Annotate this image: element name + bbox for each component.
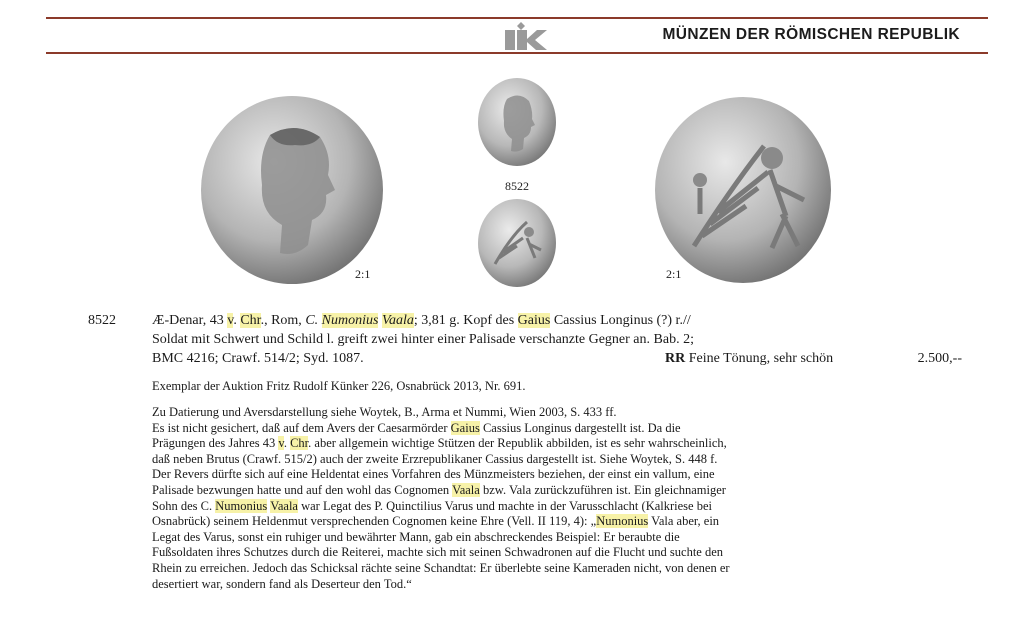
text-run: . [283,436,291,451]
condition-text: Feine Tönung, sehr schön [688,351,834,366]
highlight-term: Chr [240,313,261,328]
highlight-term: Vaala [452,482,480,497]
reverse-scale-label: 2:1 [666,267,682,281]
highlight-term: Numonius [596,514,649,529]
lot-description-line-2: Soldat mit Schwert und Schild l. greift zwei hinter einer Palisade verschanzte Gegner an. Bab. 2; [152,332,694,347]
notes-line [152,499,876,515]
highlight-term: Numonius [321,313,379,328]
notes-line: Legat des Varus, sonst ein ruhiger und bewährter Mann, gab ein abschreckendes Beispiel: Er beraubte die [152,529,680,544]
highlight-term: v [227,313,234,328]
notes-line: Zu Datierung und Aversdarstellung siehe Woytek, B., Arma et Nummi, Wien 2003, S. 433 ff. [152,405,617,419]
text-run: Vala aber, ein [648,514,720,529]
text-run: Cassius Longinus (?) r.// [550,313,691,328]
notes-line: Fußsoldaten ihres Schutzes durch die Reiterei, machte sich mit seinen Schwadronen auf die Flucht und suchte den [152,545,724,560]
lot-grade [665,351,833,367]
lot-notes [152,405,876,592]
reverse-small-image [477,198,557,288]
highlight-term: v [278,436,284,451]
notes-line: Der Revers dürfte sich auf eine Heldentat eines Vorfahren des Münzmeisters beziehen, der einst ein vallum, eine [152,467,715,482]
notes-line: Rhein zu erreichen. Jedoch das Schicksal rächte seine Schandtat: Er überlebte seine Kameraden nicht, von denen er [152,560,730,575]
text-run: . aber allgemein wichtige Stützen der Republik abbilden, ist es sehr wahrscheinlich, [308,436,727,451]
highlight-term: Vaala [270,498,298,513]
obverse-small-image [477,77,557,167]
kuenker-logo-icon [503,21,549,51]
notes-line [152,514,876,530]
text-run: . [233,313,241,328]
text-run: war Legat des P. Quinctilius Varus und machte in der Varusschlacht (Kalkriese bei [297,498,712,513]
text-run: bzw. Vala zurückzuführen ist. Ein gleichnamiger [479,482,726,497]
header-bottom-rule [46,52,988,54]
notes-line [152,483,876,499]
lot-description-line-1 [152,313,691,329]
reverse-large-image [654,96,832,284]
highlight-term: Chr [290,436,309,451]
moneyer-praenomen: C. [305,313,319,328]
text-run: Sohn des C. [152,498,216,513]
text-run: Es ist nicht gesichert, daß auf dem Avers der Caesarmörder [152,420,451,435]
highlight-term: Gaius [517,313,551,328]
text-run: Prägungen des Jahres 43 [152,436,279,451]
provenance-text: Exemplar der Auktion Fritz Rudolf Künker 226, Osnabrück 2013, Nr. 691. [152,379,526,393]
lot-number: 8522 [88,313,116,328]
text-run: Cassius Longinus dargestellt ist. Da die [479,420,681,435]
highlight-term: Numonius [215,498,268,513]
text-run: Osnabrück) seinem Heldenmut versprechenden Cognomen keine Ehre (Vell. II 119, 4): „ [152,514,597,529]
obverse-large-image [200,95,384,285]
coin-lot-number-label: 8522 [505,179,529,193]
lot-price: 2.500,-- [917,351,962,366]
notes-line: daß neben Brutus (Crawf. 515/2) auch der zweite Erzrepublikaner Cassius dargestellt ist. Siehe Woytek, S. 448 f. [152,451,718,466]
text-run: Æ-Denar, 43 [152,313,228,328]
lot-description-line-3: BMC 4216; Crawf. 514/2; Syd. 1087. [152,351,364,366]
text-run: ; 3,81 g. Kopf des [413,313,518,328]
page-header-title: MÜNZEN DER RÖMISCHEN REPUBLIK [662,26,960,43]
text-run: Palisade bezwungen hatte und auf den wohl das Cognomen [152,482,453,497]
notes-line [152,436,876,452]
highlight-term: Vaala [381,313,414,328]
header-top-rule [46,17,988,19]
highlight-term: Gaius [450,420,480,435]
text-run: ., Rom, [260,313,306,328]
obverse-scale-label: 2:1 [355,267,371,281]
notes-line [152,421,876,437]
notes-line: desertiert war, sondern fand als Deserteur den Tod.“ [152,576,412,591]
rarity-badge: RR [665,351,686,366]
